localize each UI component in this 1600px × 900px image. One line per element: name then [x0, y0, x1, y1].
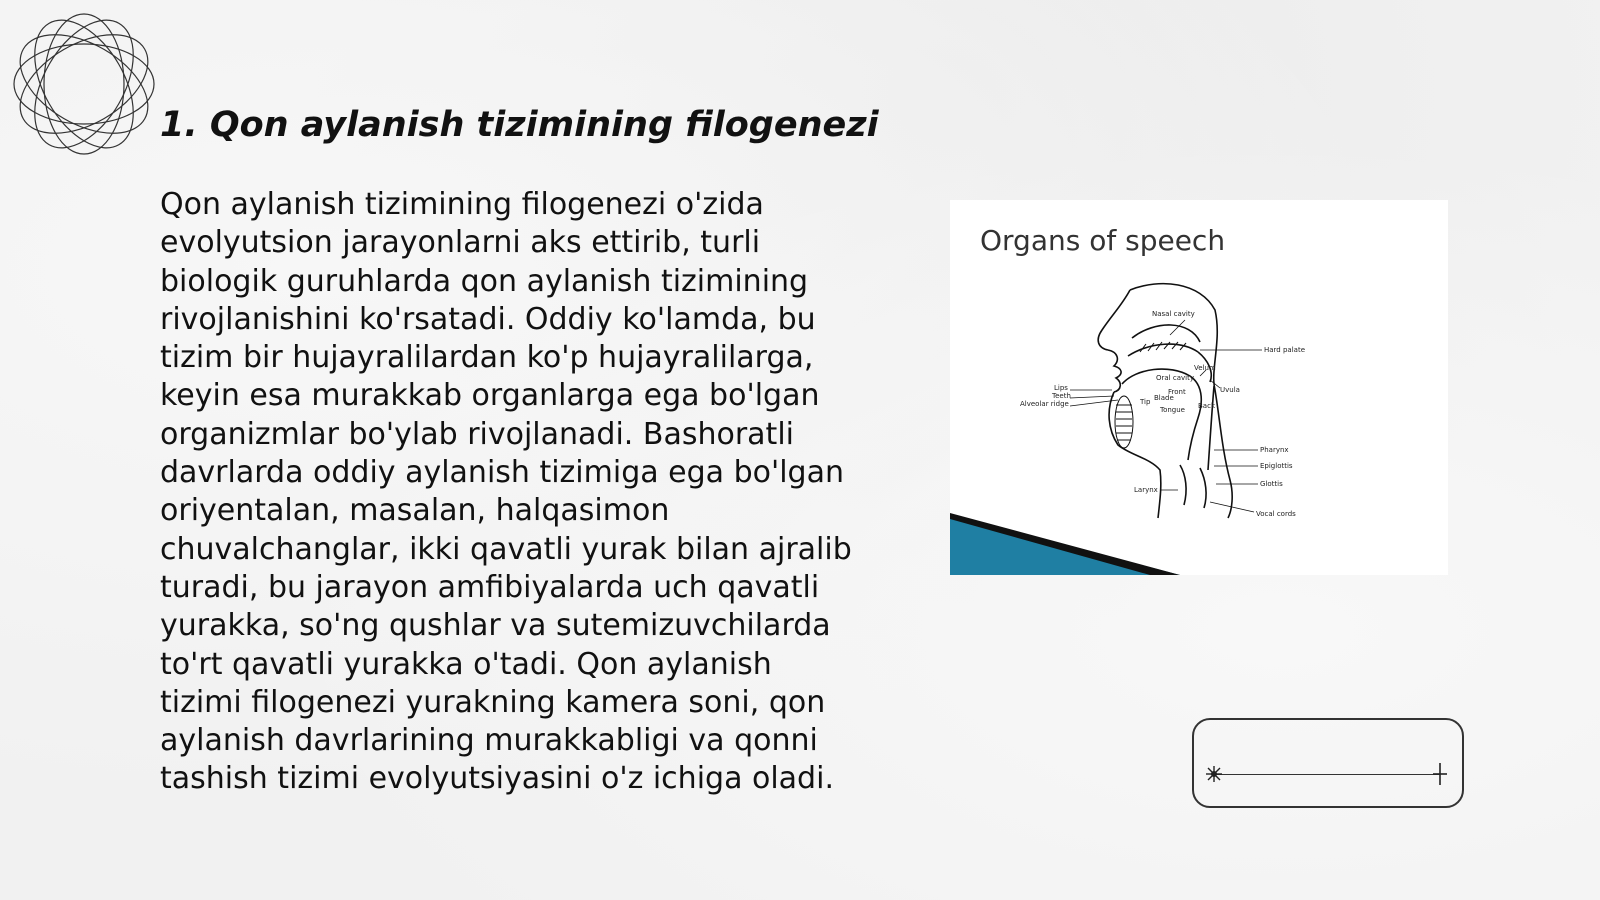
label-velum: Velum [1194, 364, 1216, 372]
speech-organs-diagram [1010, 280, 1330, 520]
label-hard-palate: Hard palate [1264, 346, 1305, 354]
label-teeth: Teeth [1052, 392, 1071, 400]
figure-corner-accent [950, 505, 1448, 575]
spark-icon [1204, 764, 1224, 784]
plus-icon [1428, 762, 1452, 786]
label-vocal-cords: Vocal cords [1256, 510, 1296, 518]
label-pharynx: Pharynx [1260, 446, 1289, 454]
label-lips: Lips [1054, 384, 1068, 392]
label-oral-cavity: Oral cavity [1156, 374, 1194, 382]
label-larynx: Larynx [1134, 486, 1158, 494]
label-front: Front [1168, 388, 1186, 396]
body-paragraph: Qon aylanish tizimining filogenezi o'zida evolyutsion jarayonlarni aks ettirib, turli biologik guruhlarda qon aylanish tizimining rivojlanishini ko'rsatadi. Oddiy ko'lamda, bu tizim bir hujayralilardan ko'p hujayralilarga, keyin esa murakkab organlarga ega bo'lgan organizmlar bo'ylab rivojlanadi. Bashoratli davrlarda oddiy aylanish tizimiga ega bo'lgan oriyentalan, masalan, halqasimon chuvalchanglar, ikki qavatli yurak bilan ajralib turadi, bu jarayon amfibiyalarda uch qavatli yurakka, so'ng qushlar va sutemizuvchilarda to'rt qavatli yurakka o'tadi. Qon aylanish tizimi filogenezi yurakning kamera soni, qon aylanish davrlarining murakkabligi va qonni tashish tizimi evolyutsiyasini o'z ichiga oladi. [160, 187, 852, 797]
label-uvula: Uvula [1220, 386, 1240, 394]
label-tongue: Tongue [1160, 406, 1185, 414]
decorative-frame [1192, 718, 1464, 808]
slide-title: 1. Qon aylanish tizimining filogenezi [160, 105, 879, 145]
label-nasal-cavity: Nasal cavity [1152, 310, 1195, 318]
interlocking-rings-icon [10, 10, 158, 158]
speech-organs-figure [950, 200, 1448, 575]
label-glottis: Glottis [1260, 480, 1283, 488]
label-epiglottis: Epiglottis [1260, 462, 1293, 470]
label-blade: Blade [1154, 394, 1174, 402]
label-tip: Tip [1140, 398, 1151, 406]
decorative-line [1212, 774, 1440, 775]
figure-title: Organs of speech [980, 224, 1226, 257]
label-back: Back [1198, 402, 1215, 410]
label-alveolar-ridge: Alveolar ridge [1020, 400, 1069, 408]
